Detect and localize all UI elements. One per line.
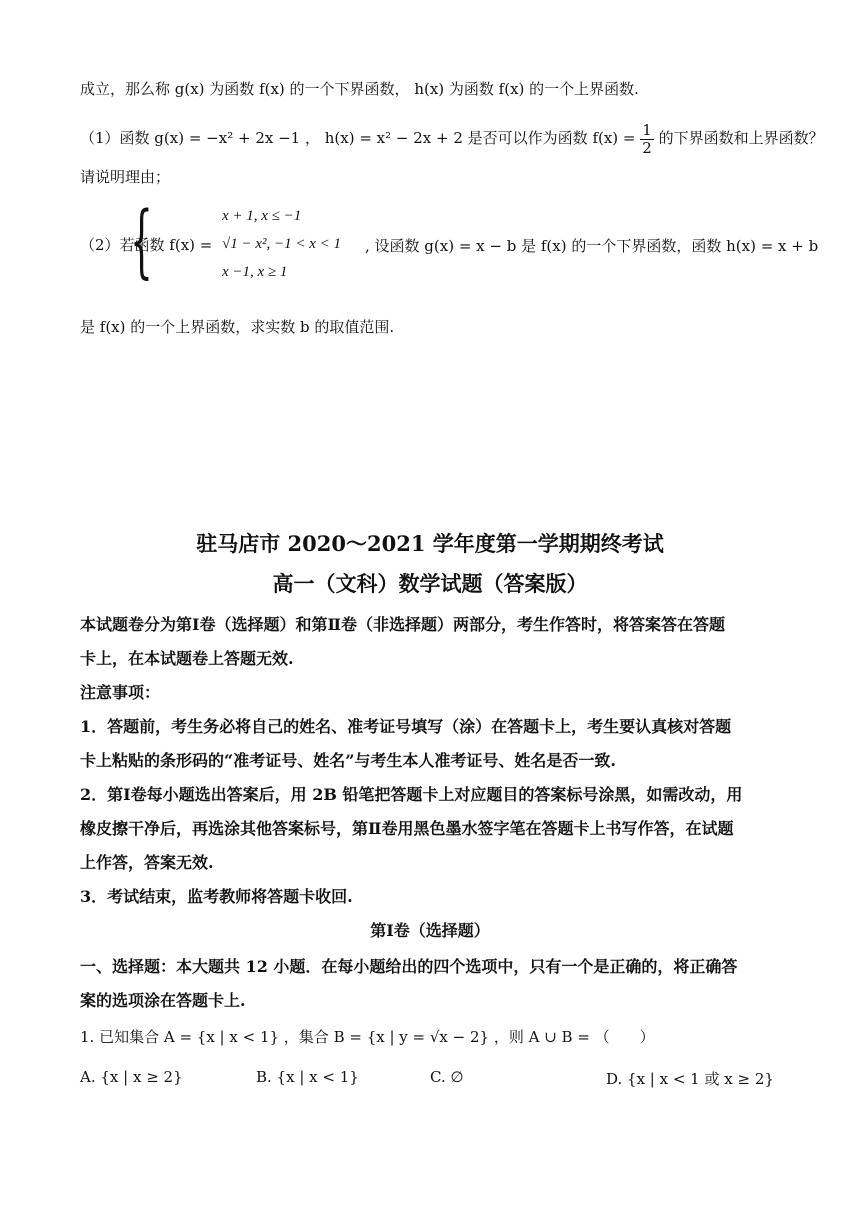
text-line: 成立，那么称 g(x) 为函数 f(x) 的一个下界函数， h(x) 为函数 f(x) 的一个上界函数. (80, 80, 639, 98)
question-text: 1. 已知集合 A = {x | x < 1} ，集合 B = {x | y = √x − 2} ，则 A ∪ B = （ ） (80, 1028, 655, 1046)
case-line: x −1, x ≥ 1 (222, 264, 288, 280)
fraction-numerator: 1 (642, 121, 652, 139)
notice-item: 3．考试结束，监考教师将答题卡收回. (80, 887, 353, 906)
option-b: B. {x | x < 1} (256, 1068, 359, 1086)
case-line: √1 − x², −1 < x < 1 (222, 236, 342, 252)
notice-item: 2．第Ⅰ卷每小题选出答案后，用 2B 铅笔把答题卡上对应题目的答案标号涂黑，如需改动，用 (80, 785, 743, 804)
fraction (640, 122, 654, 156)
notice-item: 1．答题前，考生务必将自己的姓名、准考证号填写（涂）在答题卡上，考生要认真核对答题 (80, 717, 732, 736)
option-c: C. ∅ (430, 1068, 464, 1086)
option-d: D. {x | x < 1 或 x ≥ 2} (606, 1070, 774, 1088)
option-a: A. {x | x ≥ 2} (80, 1068, 183, 1086)
intro-line: 卡上，在本试题卷上答题无效. (80, 649, 294, 668)
part-heading: 第Ⅰ卷（选择题） (370, 921, 490, 940)
notice-heading: 注意事项： (80, 683, 161, 702)
notice-item: 上作答，答案无效. (80, 853, 214, 872)
case-line: x + 1, x ≤ −1 (222, 208, 302, 224)
piecewise-cases (222, 202, 341, 286)
question-1-text: （1）函数 g(x) = −x² + 2x −1 ， h(x) = x² − 2x + 2 是否可以作为函数 f(x) = (80, 129, 636, 147)
notice-item: 卡上粘贴的条形码的“准考证号、姓名”与考生本人准考证号、姓名是否一致. (80, 751, 616, 770)
left-brace: { (130, 194, 153, 287)
question-2-prefix: （2）若函数 f(x) = (80, 236, 213, 254)
text-line: 请说明理由； (80, 168, 171, 186)
text-line: 是 f(x) 的一个上界函数，求实数 b 的取值范围. (80, 318, 395, 336)
fraction-denominator: 2 (642, 138, 652, 157)
intro-line: 本试题卷分为第Ⅰ卷（选择题）和第Ⅱ卷（非选择题）两部分，考生作答时，将答案答在答题 (80, 615, 725, 634)
exam-subtitle: 高一（文科）数学试题（答案版） (272, 571, 588, 596)
question-1-line (80, 121, 824, 157)
section-heading: 一、选择题：本大题共 12 小题．在每小题给出的四个选项中，只有一个是正确的，将正确答 (80, 957, 738, 976)
section-heading: 案的选项涂在答题卡上. (80, 991, 246, 1010)
question-1-text-end: 的下界函数和上界函数？ (658, 129, 824, 147)
notice-item: 橡皮擦干净后，再选涂其他答案标号，第Ⅱ卷用黑色墨水签字笔在答题卡上书写作答，在试题 (80, 819, 734, 838)
question-2-suffix: , 设函数 g(x) = x − b 是 f(x) 的一个下界函数，函数 h(x) = x + b (365, 237, 819, 255)
exam-title: 驻马店市 2020～2021 学年度第一学期期终考试 (196, 531, 664, 556)
